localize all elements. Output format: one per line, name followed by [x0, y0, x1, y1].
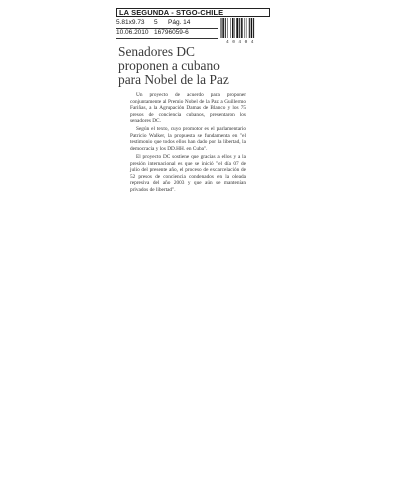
clipping-source: LA SEGUNDA - STGO-CHILE — [116, 8, 270, 17]
headline-line: Senadores DC — [118, 44, 195, 59]
clipping-page: Pág. 14 — [168, 19, 191, 26]
barcode-digits: 4 0 4 0 4 — [226, 40, 254, 45]
article-headline — [118, 45, 278, 87]
article-paragraph: Un proyecto de acuerdo para proponer conjuntamente al Premio Nobel de la Paz a Guillermo Fariñas, a la Agrupación Damas de Blanco y los 75 presos de conciencia cubanos, presentaron los senadores DC. — [130, 92, 246, 125]
headline-line: proponen a cubano — [118, 58, 220, 73]
article-paragraph: El proyecto DC sostiene que gracias a ellos y a la presión internacional es que se inició "el día 07 de julio del presente año, el proceso de excarcelación de 52 presos de conciencia condenados en la oleada represiva del año 2003 y que aún se mantenían privados de libertad". — [130, 153, 246, 193]
clipping-date: 10.06.2010 — [116, 29, 149, 36]
clipping-meta-row — [116, 29, 218, 39]
clipping-header — [116, 8, 270, 45]
barcode-icon — [220, 18, 268, 38]
clipping-id: 16796059-6 — [154, 29, 189, 36]
article-body — [130, 92, 246, 195]
clipping-count: 5 — [154, 19, 158, 26]
clipping-meta-row — [116, 19, 218, 29]
headline-line: para Nobel de la Paz — [118, 72, 229, 87]
article-paragraph: Según el texto, cuyo promotor es el parlamentario Patricio Walker, la propuesta se fundamenta en "el testimonio que todos ellos han dado por la libertad, la democracia y los DD.HH. en Cuba". — [130, 126, 246, 153]
clipping-meta-grid — [116, 19, 218, 39]
clipping-size: 5.81x9.73 — [116, 19, 145, 26]
